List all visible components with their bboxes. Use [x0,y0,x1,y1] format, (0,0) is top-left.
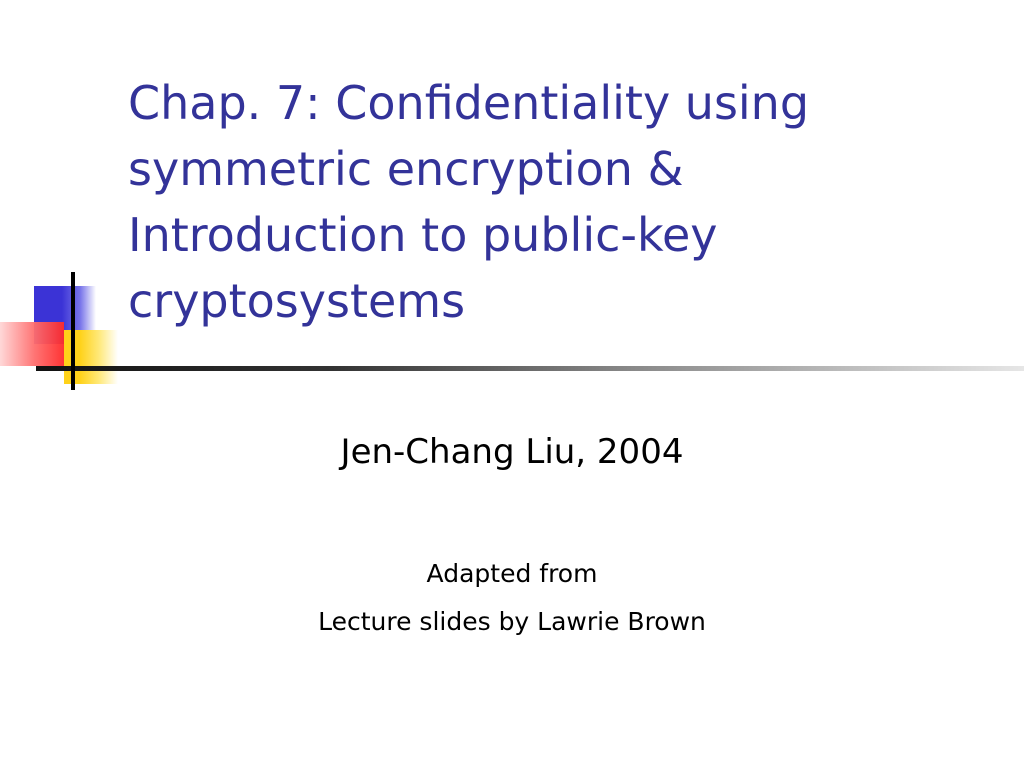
credit-line: Lecture slides by Lawrie Brown [318,607,706,636]
decorative-vertical-line [71,272,75,390]
title-line-4: cryptosystems [128,274,466,328]
decorative-red-square [0,322,64,366]
author-line: Jen-Chang Liu, 2004 [340,432,684,472]
title-line-2: symmetric encryption & [128,142,684,196]
adapted-from-label: Adapted from [426,559,598,588]
title-line-3: Introduction to public-key [128,208,718,262]
slide-title [128,70,988,334]
title-line-1: Chap. 7: Confidentiality using [128,76,810,130]
title-divider-line [36,366,1024,371]
